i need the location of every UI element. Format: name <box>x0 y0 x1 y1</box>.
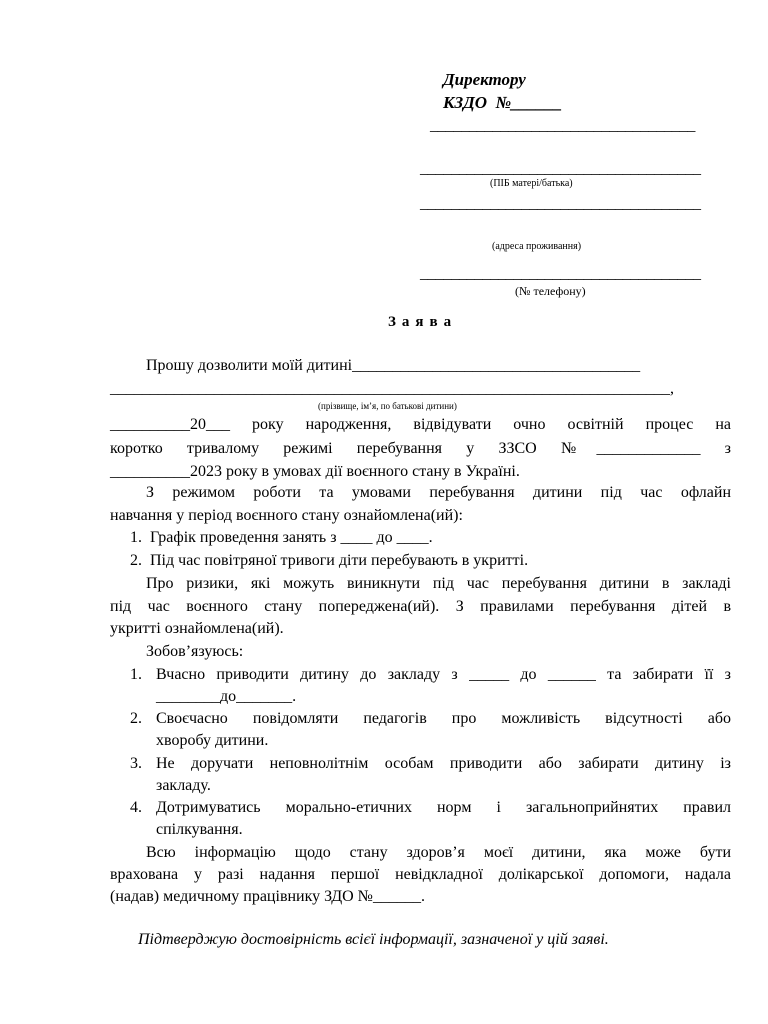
caption-child-name: (прізвище, ім’я, по батькові дитини) <box>318 401 457 411</box>
blank-line-1: __________________________________ <box>430 117 696 134</box>
obligations-heading: Зобов’язуюсь: <box>146 643 244 660</box>
blank-line-address: ____________________________________ <box>420 195 701 212</box>
document-title: Заява <box>388 314 458 330</box>
obligation-2-line-2: хворобу дитини. <box>156 732 269 749</box>
health-line-3: (надав) медичному працівнику ЗДО №______. <box>110 888 425 905</box>
health-line-1: Всю інформацію щодо стану здоров’я моєї дитини, яка може бути <box>146 844 731 861</box>
health-line-2: врахована у разі надання першої невідкладної долікарської допомоги, надала <box>110 866 731 883</box>
addressee-title: Директору <box>443 70 526 89</box>
request-line-4: коротко тривалому режимі перебування у ЗЗСО №_____________ з <box>110 440 731 457</box>
obligation-4-line-1: Дотримуватись морально-етичних норм і загальноприйнятих правил <box>156 799 731 816</box>
obligation-1-line-2: ________до_______. <box>156 688 297 705</box>
request-line-3: __________20___ року народження, відвідувати очно освітній процес на <box>110 416 731 433</box>
obligation-3-line-2: закладу. <box>156 777 211 794</box>
request-line-1: Прошу дозволити моїй дитині____________________________________ <box>146 357 641 374</box>
caption-address: (адреса проживання) <box>492 241 582 252</box>
obligation-4-line-2: спілкування. <box>156 821 243 838</box>
obligation-number: 2. <box>130 710 142 727</box>
regime-line-1: З режимом роботи та умовами перебування дитини під час офлайн <box>146 484 731 501</box>
confirmation-statement: Підтверджую достовірність всієї інформації, зазначеної у цій заяві. <box>138 931 609 948</box>
obligation-3-line-1: Не доручати неповнолітнім особам приводити або забирати дитину із <box>156 755 731 772</box>
caption-parent-name: (ПІБ матері/батька) <box>490 178 573 189</box>
blank-line-phone: ____________________________________ <box>420 265 701 282</box>
regime-line-2: навчання у період воєнного стану ознайомлена(ий): <box>110 507 463 524</box>
blank-line-parent: ____________________________________ <box>420 160 701 177</box>
obligation-1-line-1: Вчасно приводити дитину до закладу з _____ до ______ та забирати її з <box>156 666 731 683</box>
obligation-number: 3. <box>130 755 142 772</box>
caption-phone: (№ телефону) <box>515 284 586 298</box>
obligation-number: 4. <box>130 799 142 816</box>
risks-line-3: укритті ознайомлена(ий). <box>110 620 284 637</box>
obligation-number: 1. <box>130 666 142 683</box>
addressee-kzdo: КЗДО №______ <box>443 93 563 112</box>
risks-line-2: під час воєнного стану попереджена(ий). З правилами перебування дітей в <box>110 598 731 615</box>
regime-item-2: 2. Під час повітряної тривоги діти перебувають в укритті. <box>130 552 529 569</box>
request-line-5: __________2023 року в умовах дії воєнного стану в Україні. <box>110 463 520 480</box>
request-line-2: ______________________________________________________________________, <box>110 380 674 397</box>
obligation-2-line-1: Своєчасно повідомляти педагогів про можливість відсутності або <box>156 710 731 727</box>
risks-line-1: Про ризики, які можуть виникнути під час перебування дитини в закладі <box>146 575 731 592</box>
regime-item-1: 1. Графік проведення занять з ____ до ____. <box>130 529 433 546</box>
